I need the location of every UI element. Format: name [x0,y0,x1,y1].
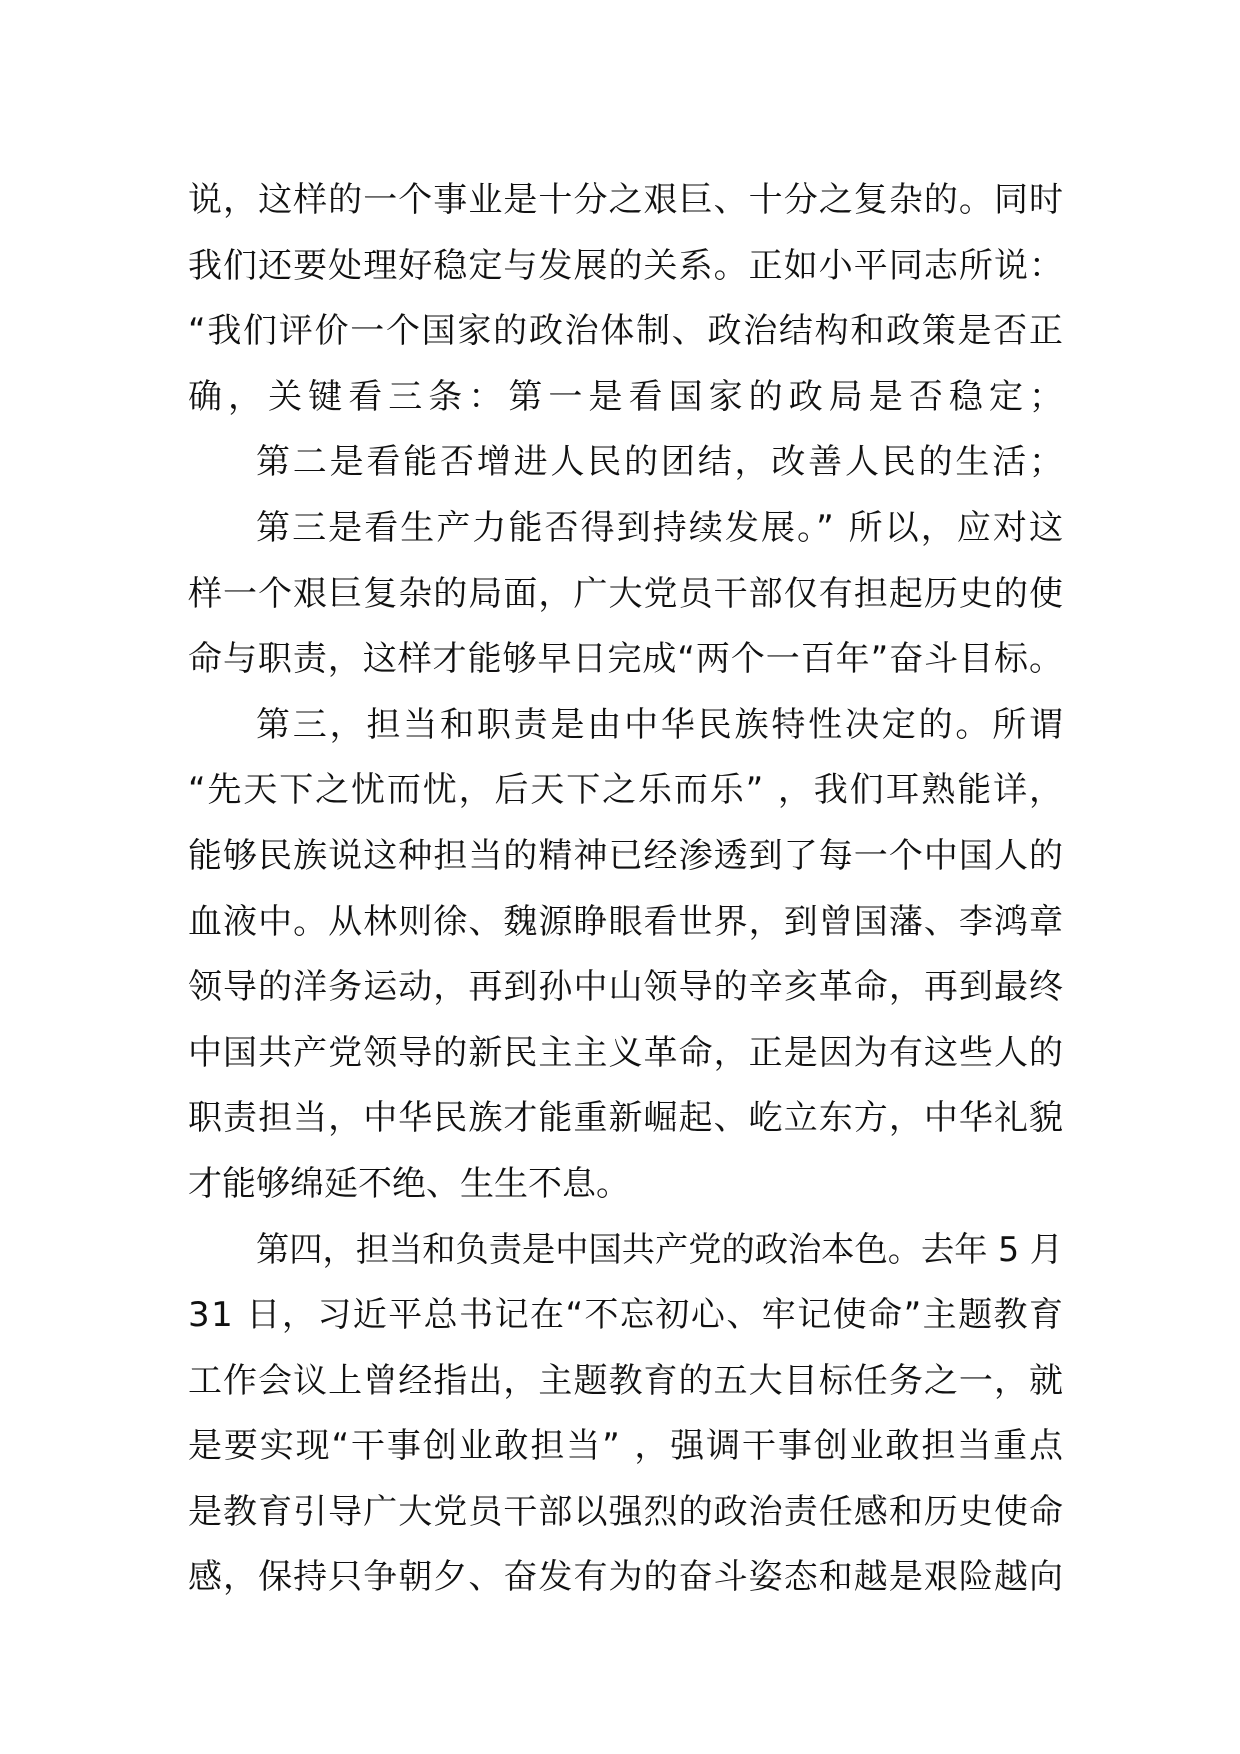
text-line: 领导的洋务运动，再到孙中山领导的辛亥革命，再到最终 [188,967,1065,1008]
text-line: 感，保持只争朝夕、奋发有为的奋斗姿态和越是艰险越向 [188,1557,1065,1598]
text-line: 中国共产党领导的新民主主义革命，正是因为有这些人的 [188,1032,1065,1073]
text-line: 我们还要处理好稳定与发展的关系。正如小平同志所说： [188,245,1065,286]
text-line: 才能够绵延不绝、生生不息。 [188,1163,630,1204]
text-line: 命与职责，这样才能够早日完成“两个一百年”奋斗目标。 [188,639,1064,680]
text-line: 是要实现“干事创业敢担当” ，强调干事创业敢担当重点 [188,1426,1065,1467]
text-line: “我们评价一个国家的政治体制、政治结构和政策是否正 [188,311,1065,352]
text-line: 确，关键看三条：第一是看国家的政局是否稳定； [188,376,1070,417]
text-line: 血液中。从林则徐、魏源睁眼看世界，到曾国藩、李鸿章 [188,901,1065,942]
text-line: 第二是看能否增进人民的团结，改善人民的生活； [256,442,1066,483]
text-line: 是教育引导广大党员干部以强烈的政治责任感和历史使命 [188,1491,1065,1532]
text-line: 第三，担当和职责是由中华民族特性决定的。所谓 [256,704,1066,745]
text-line: 31 日，习近平总书记在“不忘初心、牢记使命”主题教育 [188,1295,1065,1336]
text-line: 职责担当，中华民族才能重新崛起、屹立东方，中华礼貌 [188,1098,1065,1139]
text-line: 第四，担当和负责是中国共产党的政治本色。去年 5 月 [256,1229,1063,1270]
text-line: 样一个艰巨复杂的局面，广大党员干部仅有担起历史的使 [188,573,1065,614]
text-line: “先天下之忧而忧，后天下之乐而乐” ，我们耳熟能详， [188,770,1065,811]
text-line: 能够民族说这种担当的精神已经渗透到了每一个中国人的 [188,835,1065,876]
text-line: 第三是看生产力能否得到持续发展。” 所以，应对这 [256,507,1066,548]
text-line: 说，这样的一个事业是十分之艰巨、十分之复杂的。同时 [188,180,1065,220]
body-text [188,168,1070,1611]
text-line: 工作会议上曾经指出，主题教育的五大目标任务之一，就 [188,1360,1065,1401]
